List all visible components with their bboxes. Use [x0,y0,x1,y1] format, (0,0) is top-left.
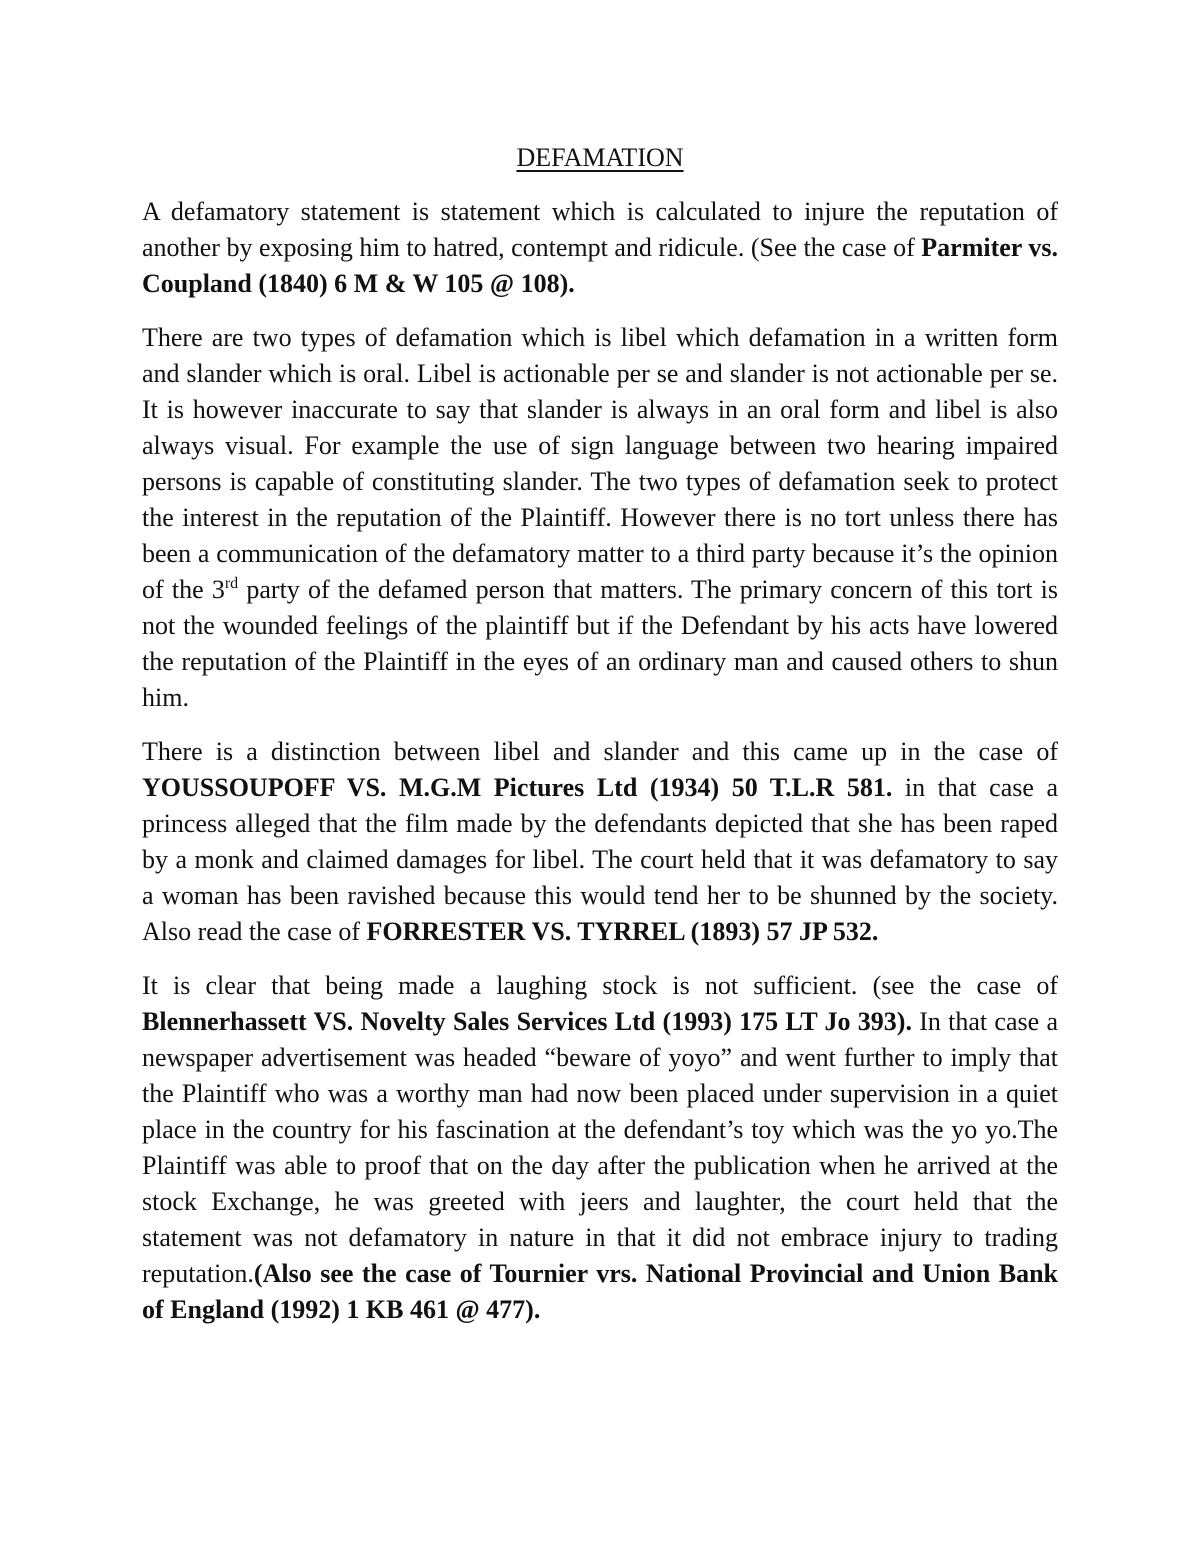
paragraph-text: In that case a newspaper advertisement was headed “beware of yoyo” and went further to imply that the Plaintiff who was a worthy man had now been placed under supervision in a quiet place in the country for his fascination at the defendant’s toy which was the yo yo.The Plaintiff was able to proof that on the day after the publication when he arrived at the stock Exchange, he was greeted with jeers and laughter, the court held that the statement was not defamatory in nature in that it did not embrace injury to trading reputation. [142,1007,1058,1288]
title-text: DEFAMATION [516,143,684,172]
superscript-ordinal: rd [224,575,239,592]
case-citation: Blennerhassett VS. Novelty Sales Services Ltd (1993) 175 LT Jo 393). [142,1007,912,1036]
paragraph-definition [142,194,1058,302]
case-citation: (Also see the case of Tournier vrs. National Provincial and Union Bank of England (1992) 1 KB 461 @ 477). [142,1259,1058,1324]
document-title [142,140,1058,176]
paragraph-laughing-stock [142,968,1058,1328]
case-citation: FORRESTER VS. TYRREL (1893) 57 JP 532. [366,917,879,946]
document-body [142,140,1058,1346]
paragraph-distinction [142,734,1058,950]
paragraph-text: There are two types of defamation which is libel which defamation in a written form and slander which is oral. Libel is actionable per se and slander is not actionable per se. It is however inaccurate to say that slander is always in an oral form and libel is also always visual. For example the use of sign language between two hearing impaired persons is capable of constituting slander. The two types of defamation seek to protect the interest in the reputation of the Plaintiff. However there is no tort unless there has been a communication of the defamatory matter to a third party because it’s the opinion of the 3 [142,323,1058,604]
paragraph-text: It is clear that being made a laughing stock is not sufficient. (see the case of [142,971,1058,1000]
paragraph-text: in that case a princess alleged that the film made by the defendants depicted that she has been raped by a monk and claimed damages for libel. The court held that it was defamatory to say a woman has been ravished because this would tend her to be shunned by the society. Also read the case of [142,773,1058,946]
case-citation: YOUSSOUPOFF VS. M.G.M Pictures Ltd (1934) 50 T.L.R 581. [142,773,893,802]
paragraph-types [142,320,1058,716]
paragraph-text: party of the defamed person that matters. The primary concern of this tort is not the wounded feelings of the plaintiff but if the Defendant by his acts have lowered the reputation of the Plaintiff in the eyes of an ordinary man and caused others to shun him. [142,575,1058,712]
paragraph-text: A defamatory statement is statement which is calculated to injure the reputation of another by exposing him to hatred, contempt and ridicule. (See the case of [142,197,1058,262]
case-citation: Parmiter vs. Coupland (1840) 6 M & W 105 @ 108). [142,233,1058,298]
paragraph-text: There is a distinction between libel and slander and this came up in the case of [142,737,1058,766]
